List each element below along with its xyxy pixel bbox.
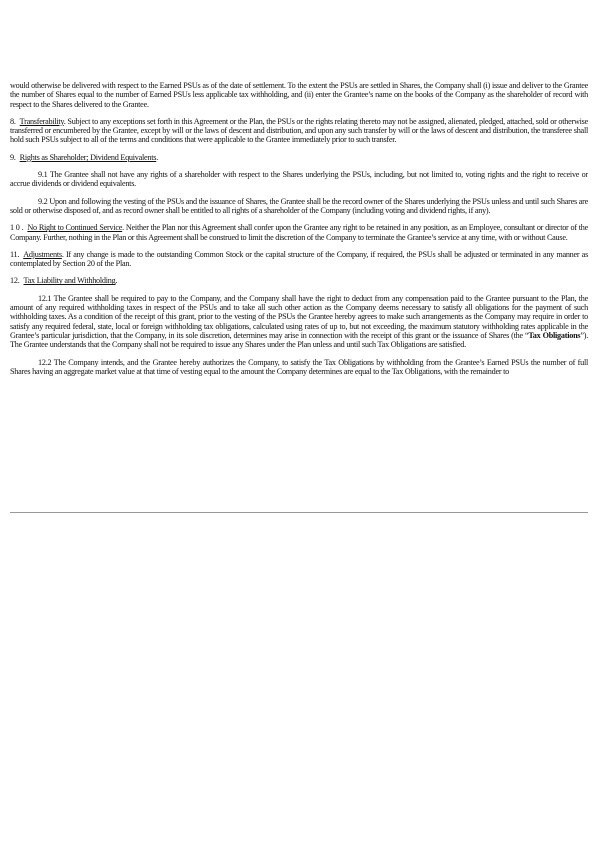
section-9-title: Rights as Shareholder; Dividend Equivalents	[19, 152, 157, 162]
section-8-number: 8.	[10, 116, 16, 126]
section-12-number: 12.	[10, 276, 20, 286]
section-12-1	[10, 294, 588, 350]
section-10-text: . Neither the Plan nor this Agreement shall confer upon the Grantee any right to be retained in any position, as an Employee, consultant or director of the Company. Further, nothing in the Plan or this Agreement shall be construed to limit the discretion of the Company to terminate the Grantee’s service at any time, with or without Cause.	[10, 223, 588, 242]
section-11-text: . If any change is made to the outstanding Common Stock or the capital structure of the Company, if required, the PSUs shall be adjusted or terminated in any manner as contemplated by Section 20 of the Plan.	[10, 249, 588, 269]
section-10	[10, 223, 588, 242]
section-9-text: .	[156, 152, 159, 162]
section-12	[10, 276, 588, 285]
section-12-1-text-before: 12.1 The Grantee shall be required to pay to the Company, and the Company shall have the right to deduct from any compensation paid to the Grantee pursuant to the Plan, the amount of any required withholding taxes in respect of the PSUs and to take all such other action as the Company deems necessary to satisfy all obligations for the payment of such withholding taxes. As a condition of the receipt of this grant, prior to the vesting of the PSUs the Grantee hereby agrees to make such arrangements as the Company may require in order to satisfy any required federal, state, local or foreign withholding tax obligations, calculated using rates of up to, but not exceeding, the maximum statutory withholding rates applicable in the Grantee’s particular jurisdiction, that the Company, in its sole discretion, determines may arise in connection with the receipt of this grant or the issuance of Shares (the “	[10, 293, 588, 340]
section-12-text: .	[115, 276, 118, 286]
section-10-title: No Right to Continued Service	[27, 223, 123, 233]
document-body	[10, 81, 588, 384]
section-8	[10, 117, 588, 145]
section-10-number: 1 0 .	[10, 223, 24, 233]
section-11-number: 11.	[10, 249, 20, 259]
page-divider	[10, 512, 588, 513]
paragraph-continuation: would otherwise be delivered with respect to the Earned PSUs as of the date of settlement. To the extent the PSUs are settled in Shares, the Company shall (i) issue and deliver to the Grantee the number of Shares equal to the number of Earned PSUs less applicable tax withholding, and (ii) enter the Grantee’s name on the books of the Company as the shareholder of record with respect to the Shares delivered to the Grantee.	[10, 81, 588, 109]
section-12-title: Tax Liability and Withholding	[23, 276, 116, 286]
section-11-title: Adjustments	[23, 249, 62, 259]
section-9	[10, 153, 588, 162]
section-12-1-text-after: ”). The Grantee understands that the Company shall not be required to issue any Shares under the Plan unless and until such Tax Obligations are satisfied.	[10, 330, 588, 350]
section-12-2: 12.2 The Company intends, and the Grantee hereby authorizes the Company, to satisfy the Tax Obligations by withholding from the Grantee’s Earned PSUs the number of full Shares having an aggregate market value at that time of vesting equal to the amount the Company determines are equal to the Tax Obligations, with the remainder to	[10, 357, 588, 376]
section-8-text: . Subject to any exceptions set forth in this Agreement or the Plan, the PSUs or the rights relating thereto may not be assigned, alienated, pledged, attached, sold or otherwise transferred or encumbered by the Grantee, except by will or the laws of descent and distribution, and upon any such transfer by will or the laws of descent and distribution, the transferee shall hold such PSUs subject to all of the terms and conditions that were applicable to the Grantee immediately prior to such transfer.	[10, 116, 588, 145]
defined-term-tax-obligations: Tax Obligations	[528, 330, 581, 340]
section-9-2: 9.2 Upon and following the vesting of the PSUs and the issuance of Shares, the Grantee shall be the record owner of the Shares underlying the PSUs unless and until such Shares are sold or otherwise disposed of, and as record owner shall be entitled to all rights of a shareholder of the Company (including voting and dividend rights, if any).	[10, 196, 588, 215]
section-11	[10, 250, 588, 269]
section-9-number: 9.	[10, 152, 16, 162]
section-9-1: 9.1 The Grantee shall not have any rights of a shareholder with respect to the Shares underlying the PSUs, including, but not limited to, voting rights and the right to receive or accrue dividends or dividend equivalents.	[10, 170, 588, 189]
section-8-title: Transferability	[19, 116, 64, 126]
